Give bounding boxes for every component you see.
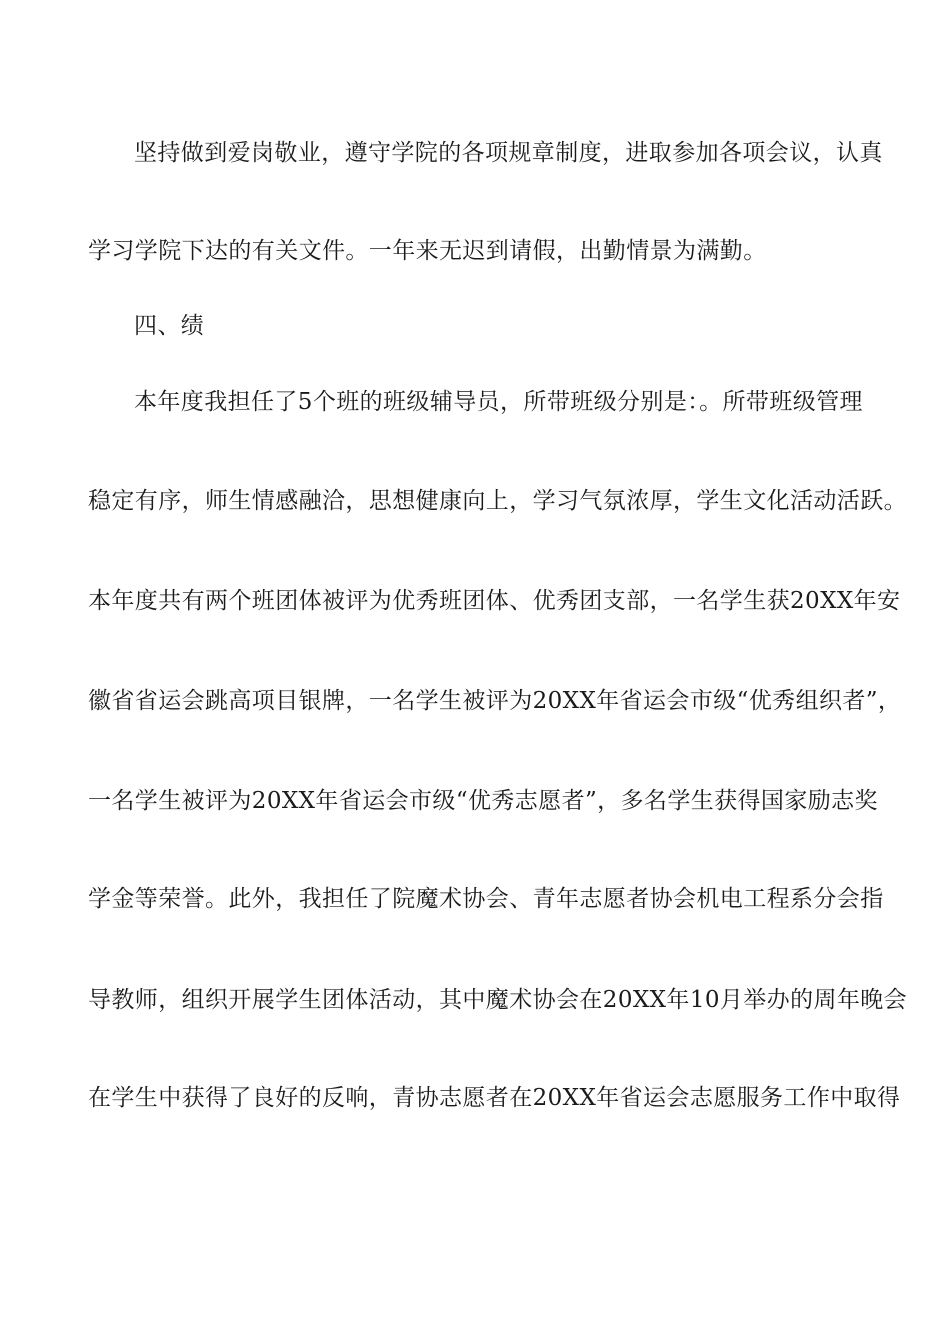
- paragraph-line-8: 学金等荣誉。此外，我担任了院魔术协会、青年志愿者协会机电工程系分会指: [88, 886, 884, 912]
- paragraph-line-5: 本年度共有两个班团体被评为优秀班团体、优秀团支部，一名学生获20XX年安: [88, 588, 901, 614]
- paragraph-line-4: 稳定有序，师生情感融洽，思想健康向上，学习气氛浓厚，学生文化活动活跃。: [88, 488, 907, 514]
- paragraph-line-10: 在学生中获得了良好的反响，青协志愿者在20XX年省运会志愿服务工作中取得: [88, 1085, 901, 1111]
- section-heading: 四、绩: [134, 313, 205, 339]
- paragraph-line-6: 徽省省运会跳高项目银牌，一名学生被评为20XX年省运会市级“优秀组织者”，: [88, 688, 902, 714]
- paragraph-line-1: 坚持做到爱岗敬业，遵守学院的各项规章制度，进取参加各项会议，认真: [134, 140, 883, 166]
- paragraph-line-7: 一名学生被评为20XX年省运会市级“优秀志愿者”，多名学生获得国家励志奖: [88, 788, 878, 814]
- paragraph-line-3: 本年度我担任了5个班的班级辅导员，所带班级分别是：。所带班级管理: [134, 389, 863, 415]
- paragraph-line-2: 学习学院下达的有关文件。一年来无迟到请假，出勤情景为满勤。: [88, 238, 767, 264]
- paragraph-line-9: 导教师，组织开展学生团体活动，其中魔术协会在20XX年10月举办的周年晚会: [88, 987, 908, 1013]
